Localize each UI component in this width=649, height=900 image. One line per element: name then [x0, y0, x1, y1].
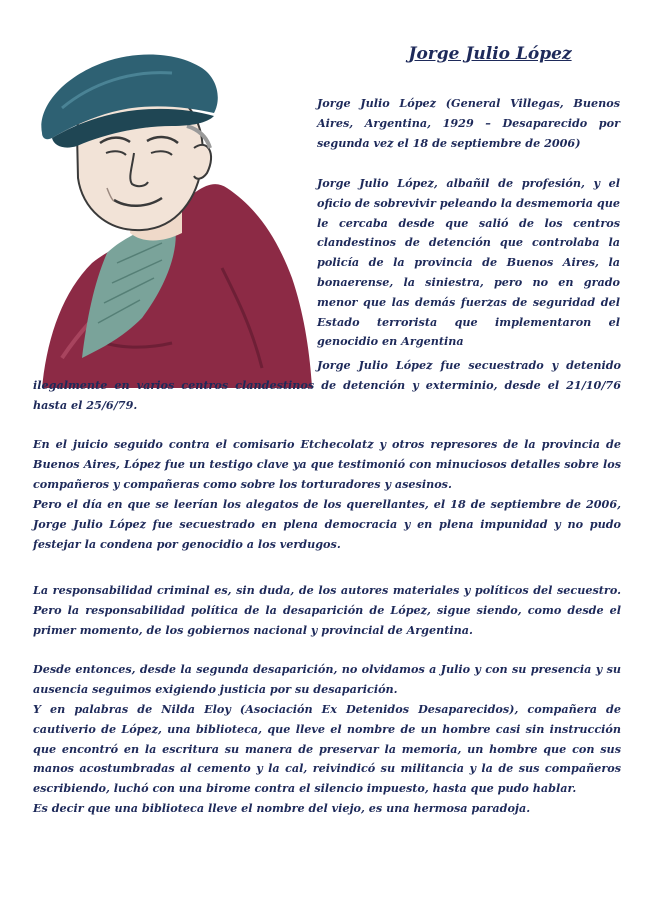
responsibility-paragraph: La responsabilidad criminal es, sin duda, de los autores materiales y políticos del secuestro. Pero la responsabilidad política de la desaparición de López, sigue siendo, como desde el primer momento, de los gobiernos nacional y provincial de Argentina. — [33, 583, 621, 637]
page-title: Jorge Julio López — [408, 44, 572, 64]
nilda-paragraph: Y en palabras de Nilda Eloy (Asociación Ex Detenidos Desaparecidos), compañera de cautiverio de López, una biblioteca, que lleve el nombre de un hombre casi sin instrucción que encontró en la escritura su manera de preservar la memoria, un hombre que con sus manos acostumbradas al cemento y la cal, reivindicó su militancia y la de sus compañeros escribiendo, luchó con una birome contra el silencio impuesto, hasta que pudo hablar. — [33, 702, 621, 796]
memory-paragraph: Desde entonces, desde la segunda desaparición, no olvidamos a Julio y con su presencia y su ausencia seguimos exigiendo justicia por su desaparición. — [33, 662, 621, 696]
trial-paragraph: En el juicio seguido contra el comisario Etchecolatz y otros represores de la provincia de Buenos Aires, López fue un testigo clave ya que testimonió con minuciosos detalles sobre los compañeros y compañeras como sobre los torturadores y asesinos. — [33, 437, 621, 491]
closing-paragraph: Es decir que una biblioteca lleve el nombre del viejo, es una hermosa paradoja. — [33, 801, 531, 815]
portrait-illustration — [22, 38, 312, 388]
disappearance-paragraph: Pero el día en que se leerían los alegatos de los querellantes, el 18 de septiembre de 2006, Jorge Julio López fue secuestrado en plena democracia y en plena impunidad y no pudo festejar la condena por genocidio a los verdugos. — [33, 497, 621, 551]
intro-paragraph: Jorge Julio López (General Villegas, Buenos Aires, Argentina, 1929 – Desaparecido por segunda vez el 18 de septiembre de 2006) — [317, 96, 620, 150]
profession-paragraph: Jorge Julio López, albañil de profesión, y el oficio de sobrevivir peleando la desmemoria que le cercaba desde que salió de los centros clandestinos de detención que controlaba la policía de la provincia de Buenos Aires, la bonaerense, la siniestra, pero no en grado menor que las demás fuerzas de seguridad del Estado terrorista que implementaron el genocidio en Argentina — [317, 176, 620, 349]
kidnapped-paragraph: Jorge Julio López fue secuestrado y detenido ilegalmente en varios centros clandestinos de detención y exterminio, desde el 21/10/76 hasta el 25/6/79. — [33, 358, 621, 412]
